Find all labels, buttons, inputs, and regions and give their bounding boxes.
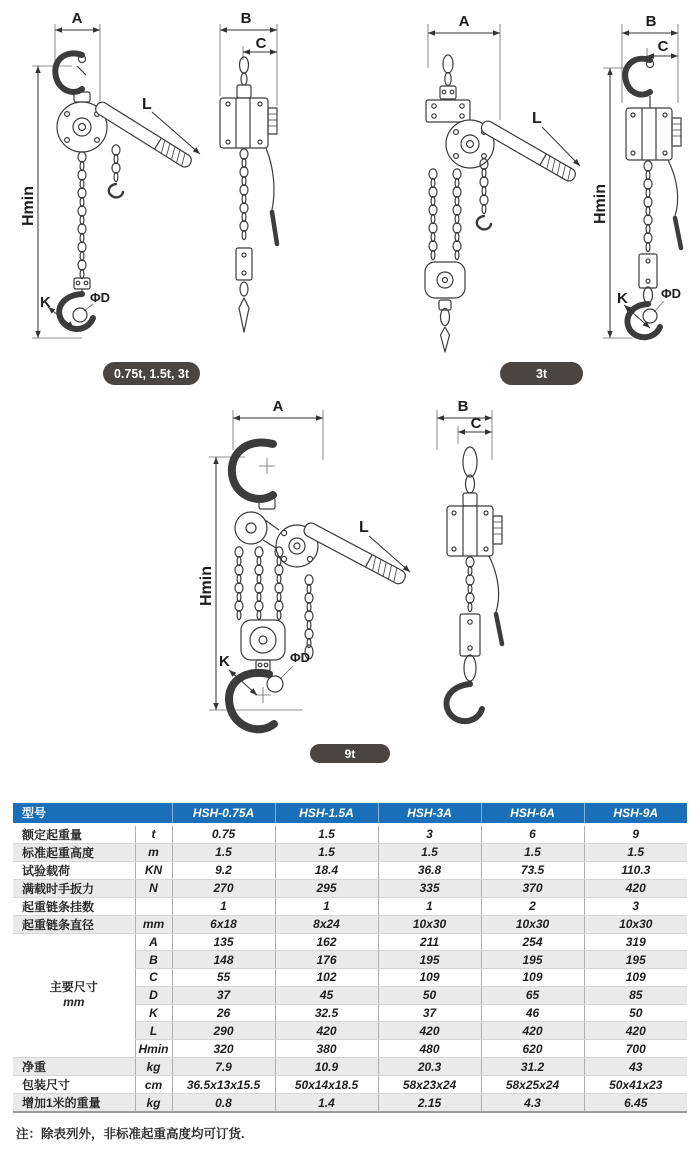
- table-cell: 65: [481, 986, 584, 1004]
- table-row: [13, 897, 687, 915]
- front-view: [198, 400, 410, 729]
- row-unit: mm: [135, 915, 172, 933]
- capacity-badge-small: 0.75t, 1.5t, 3t: [103, 362, 200, 385]
- dim-label-hmin: Hmin: [20, 186, 37, 226]
- table-row: [13, 915, 687, 933]
- row-label: 满载时手扳力: [13, 879, 135, 897]
- table-cell: 1: [172, 897, 275, 915]
- model-name: HSH-6A: [481, 803, 584, 824]
- table-cell: 31.2: [481, 1058, 584, 1076]
- table-cell: 1.5: [172, 843, 275, 861]
- table-cell: 195: [481, 951, 584, 969]
- row-label: 净重: [13, 1058, 135, 1076]
- front-view: [20, 10, 200, 338]
- table-cell: 1.5: [275, 824, 378, 843]
- row-unit: KN: [135, 861, 172, 879]
- model-name: HSH-0.75A: [172, 803, 275, 824]
- row-label: 标准起重高度: [13, 843, 135, 861]
- table-cell: 109: [481, 969, 584, 987]
- table-cell: 254: [481, 933, 584, 951]
- table-cell: 109: [378, 969, 481, 987]
- table-cell: 109: [584, 969, 687, 987]
- table-cell: 45: [275, 986, 378, 1004]
- row-label: 额定起重量: [13, 824, 135, 843]
- table-cell: 36.8: [378, 861, 481, 879]
- table-cell: 58x25x24: [481, 1076, 584, 1094]
- table-row: [13, 843, 687, 861]
- model-name: HSH-9A: [584, 803, 687, 824]
- model-column-header: 型号: [13, 803, 172, 824]
- table-cell: 110.3: [584, 861, 687, 879]
- table-cell: 290: [172, 1022, 275, 1040]
- table-cell: 380: [275, 1040, 378, 1058]
- table-cell: 50x41x23: [584, 1076, 687, 1094]
- table-cell: 211: [378, 933, 481, 951]
- dim-label-phi-d: ΦD: [661, 286, 682, 301]
- dim-label-a: A: [71, 10, 83, 27]
- table-cell: 6.45: [584, 1094, 687, 1113]
- row-label: 起重链条挂数: [13, 897, 135, 915]
- model-name: HSH-1.5A: [275, 803, 378, 824]
- table-cell: 10x30: [481, 915, 584, 933]
- row-unit: L: [135, 1022, 172, 1040]
- table-cell: 176: [275, 951, 378, 969]
- front-view: [425, 13, 580, 352]
- row-unit: Hmin: [135, 1040, 172, 1058]
- table-cell: 6: [481, 824, 584, 843]
- side-view: [220, 10, 277, 332]
- row-unit: kg: [135, 1094, 172, 1113]
- dim-label-c: C: [470, 415, 482, 432]
- table-cell: 26: [172, 1004, 275, 1022]
- table-row: [13, 824, 687, 843]
- model-name: HSH-3A: [378, 803, 481, 824]
- dim-label-l: L: [142, 96, 152, 113]
- hoist-drawing-large: [145, 400, 565, 752]
- table-cell: 700: [584, 1040, 687, 1058]
- table-cell: 1.5: [584, 843, 687, 861]
- table-cell: 36.5x13x15.5: [172, 1076, 275, 1094]
- dim-label-l: L: [359, 519, 369, 536]
- table-cell: 37: [172, 986, 275, 1004]
- table-row: [13, 861, 687, 879]
- row-label: 试验载荷: [13, 861, 135, 879]
- row-unit: [135, 897, 172, 915]
- table-cell: 3: [378, 824, 481, 843]
- dim-label-a: A: [272, 400, 284, 415]
- table-cell: 1: [378, 897, 481, 915]
- table-cell: 135: [172, 933, 275, 951]
- table-cell: 3: [584, 897, 687, 915]
- table-cell: 1: [275, 897, 378, 915]
- table-cell: 320: [172, 1040, 275, 1058]
- row-label: 起重链条直径: [13, 915, 135, 933]
- table-cell: 2.15: [378, 1094, 481, 1113]
- side-view: [437, 400, 502, 721]
- table-cell: 0.75: [172, 824, 275, 843]
- dim-label-a: A: [458, 13, 470, 30]
- capacity-badge-large: 9t: [310, 744, 390, 763]
- row-unit: K: [135, 1004, 172, 1022]
- table-cell: 10x30: [378, 915, 481, 933]
- spec-table: [13, 803, 687, 1113]
- dim-label-hmin: Hmin: [198, 566, 215, 606]
- row-unit: t: [135, 824, 172, 843]
- table-cell: 148: [172, 951, 275, 969]
- row-label: 包装尺寸: [13, 1076, 135, 1094]
- dim-label-b: B: [457, 400, 469, 415]
- table-row: [13, 879, 687, 897]
- table-row: [13, 1094, 687, 1113]
- table-cell: 370: [481, 879, 584, 897]
- table-cell: 4.3: [481, 1094, 584, 1113]
- table-cell: 1.5: [275, 843, 378, 861]
- dim-label-c: C: [255, 35, 267, 52]
- table-row: [13, 1076, 687, 1094]
- dim-label-k: K: [219, 653, 230, 670]
- table-cell: 50: [584, 1004, 687, 1022]
- table-cell: 420: [378, 1022, 481, 1040]
- table-row: [13, 933, 687, 951]
- dims-group-label: 主要尺寸 mm: [13, 933, 135, 1058]
- table-cell: 162: [275, 933, 378, 951]
- table-cell: 50x14x18.5: [275, 1076, 378, 1094]
- table-cell: 32.5: [275, 1004, 378, 1022]
- table-cell: 58x23x24: [378, 1076, 481, 1094]
- table-cell: 270: [172, 879, 275, 897]
- row-unit: A: [135, 933, 172, 951]
- spec-table-section: [13, 803, 687, 1113]
- table-cell: 295: [275, 879, 378, 897]
- table-cell: 420: [481, 1022, 584, 1040]
- table-cell: 37: [378, 1004, 481, 1022]
- table-cell: 46: [481, 1004, 584, 1022]
- table-row: [13, 1058, 687, 1076]
- row-unit: C: [135, 969, 172, 987]
- table-cell: 1.4: [275, 1094, 378, 1113]
- dim-label-l: L: [532, 110, 542, 127]
- table-header-row: [13, 803, 687, 824]
- dim-label-b: B: [645, 13, 657, 30]
- table-cell: 335: [378, 879, 481, 897]
- side-view: [592, 13, 681, 338]
- table-cell: 18.4: [275, 861, 378, 879]
- capacity-badge-medium: 3t: [500, 362, 583, 385]
- dim-label-phi-d: ΦD: [90, 290, 111, 305]
- table-cell: 10.9: [275, 1058, 378, 1076]
- hoist-drawing-small: [20, 8, 320, 356]
- table-note: 注：除表列外，非标准起重高度均可订货.: [16, 1127, 245, 1141]
- table-cell: 10x30: [584, 915, 687, 933]
- table-cell: 420: [584, 879, 687, 897]
- table-cell: 43: [584, 1058, 687, 1076]
- table-cell: 102: [275, 969, 378, 987]
- table-cell: 9: [584, 824, 687, 843]
- row-unit: m: [135, 843, 172, 861]
- row-unit: kg: [135, 1058, 172, 1076]
- row-label: 增加1米的重量: [13, 1094, 135, 1113]
- table-cell: 420: [275, 1022, 378, 1040]
- table-cell: 50: [378, 986, 481, 1004]
- dim-label-k: K: [617, 290, 628, 307]
- table-cell: 1.5: [481, 843, 584, 861]
- table-cell: 85: [584, 986, 687, 1004]
- hoist-drawing-medium: [360, 8, 695, 356]
- table-cell: 195: [584, 951, 687, 969]
- row-unit: D: [135, 986, 172, 1004]
- table-cell: 73.5: [481, 861, 584, 879]
- table-cell: 620: [481, 1040, 584, 1058]
- table-cell: 319: [584, 933, 687, 951]
- row-unit: N: [135, 879, 172, 897]
- dim-label-k: K: [40, 294, 51, 311]
- table-cell: 195: [378, 951, 481, 969]
- table-cell: 20.3: [378, 1058, 481, 1076]
- row-unit: cm: [135, 1076, 172, 1094]
- table-cell: 55: [172, 969, 275, 987]
- table-cell: 6x18: [172, 915, 275, 933]
- dim-label-c: C: [657, 38, 669, 55]
- table-cell: 8x24: [275, 915, 378, 933]
- dim-label-b: B: [240, 10, 252, 27]
- table-cell: 480: [378, 1040, 481, 1058]
- table-cell: 0.8: [172, 1094, 275, 1113]
- table-cell: 420: [584, 1022, 687, 1040]
- table-cell: 9.2: [172, 861, 275, 879]
- dim-label-hmin: Hmin: [592, 184, 609, 224]
- table-cell: 7.9: [172, 1058, 275, 1076]
- row-unit: B: [135, 951, 172, 969]
- dim-label-phi-d: ΦD: [290, 650, 311, 665]
- table-cell: 1.5: [378, 843, 481, 861]
- table-cell: 2: [481, 897, 584, 915]
